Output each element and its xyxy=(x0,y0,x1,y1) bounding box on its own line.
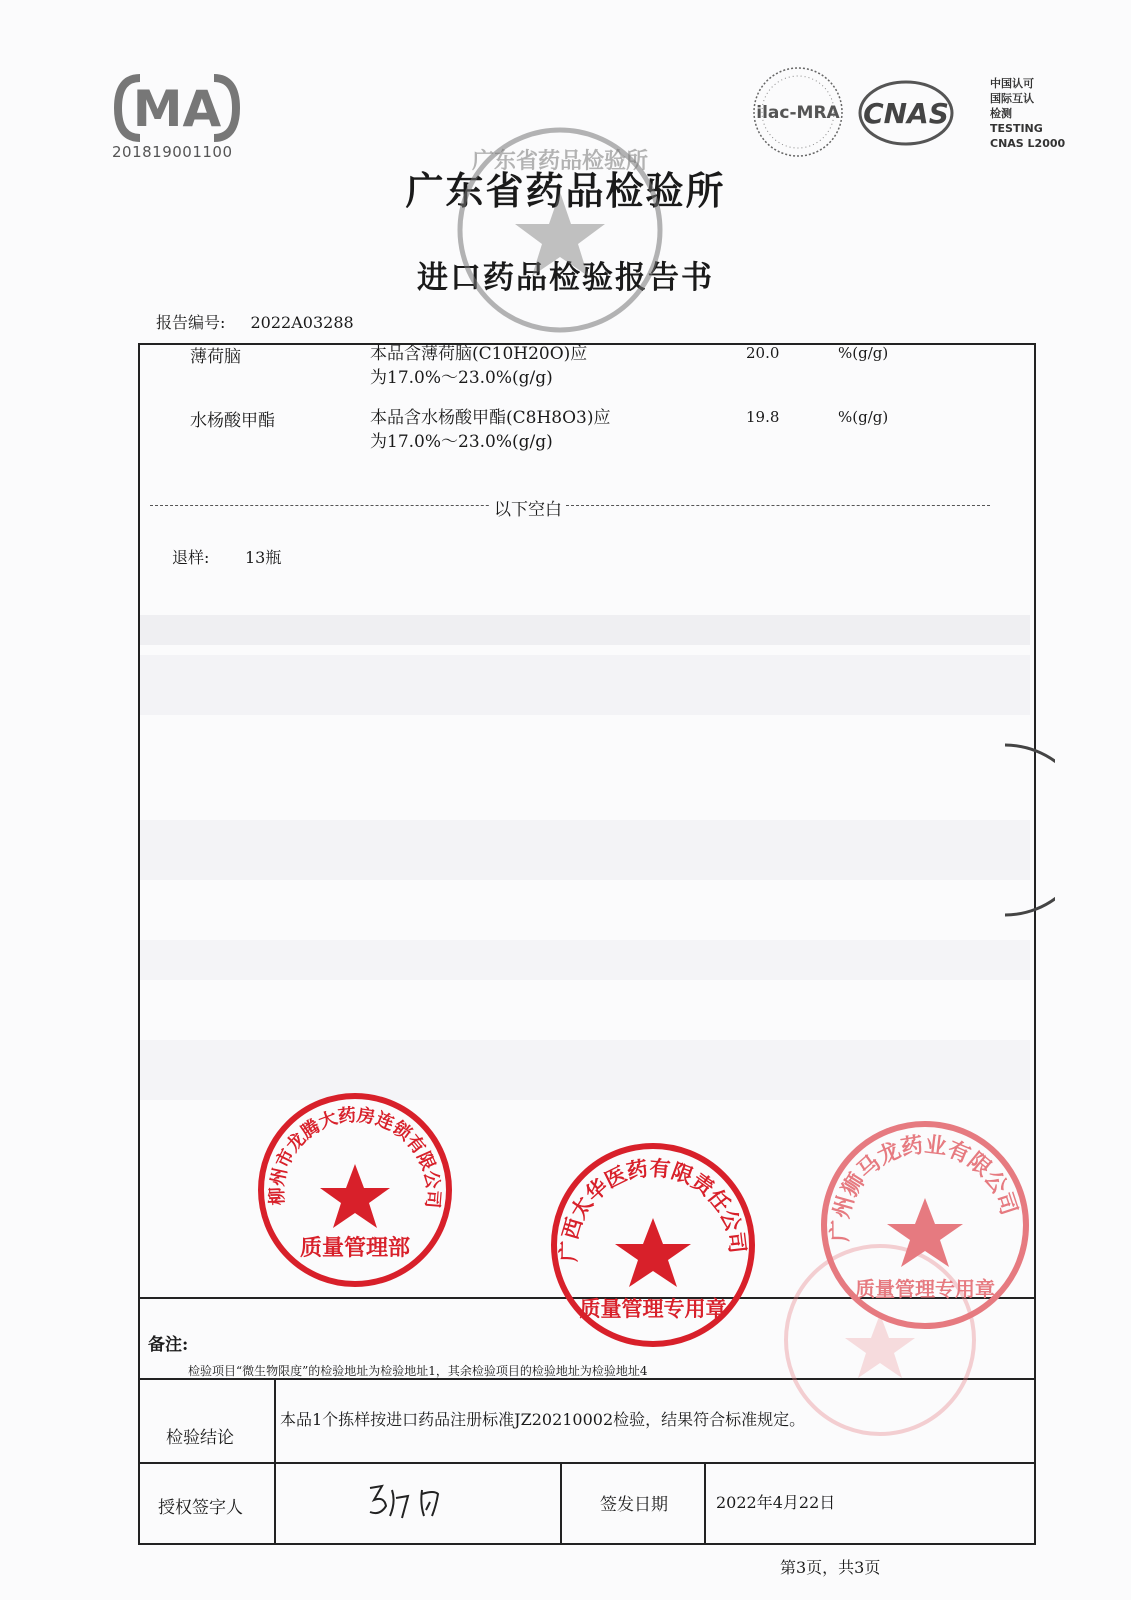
item-standard-line: 为17.0%～23.0%(g/g) xyxy=(370,432,553,452)
right-stamp-center: 质量管理专用章 xyxy=(855,1277,995,1301)
item-standard-line: 为17.0%～23.0%(g/g) xyxy=(370,368,553,388)
cnas-line: 中国认可 xyxy=(990,77,1034,90)
item-unit: %(g/g) xyxy=(838,344,889,362)
cnas-caption xyxy=(990,76,1065,151)
institute-stamp-text: 广东省药品检验所 xyxy=(471,148,649,174)
date-divider xyxy=(704,1462,706,1545)
middle-company-stamp xyxy=(548,1140,758,1350)
report-number-value: 2022A03288 xyxy=(250,313,354,332)
notes-text: 检验项目“微生物限度”的检验地址为检验地址1，其余检验项目的检验地址为检验地址4 xyxy=(188,1364,648,1378)
signature xyxy=(362,1476,482,1526)
report-title: 进口药品检验报告书 xyxy=(417,260,714,296)
cnas-line: CNAS L2000 xyxy=(990,137,1066,150)
edge-stamp-fragment xyxy=(995,740,1055,920)
item-standard-line: 本品含薄荷脑(C10H20O)应 xyxy=(370,344,588,364)
cnas-line: TESTING xyxy=(990,122,1043,135)
item-standard xyxy=(370,406,630,454)
returned-label: 退样: xyxy=(172,548,210,567)
cnas-line: 国际互认 xyxy=(990,92,1034,105)
signature-top-border xyxy=(138,1462,1036,1464)
blank-note: 以下空白 xyxy=(490,495,566,520)
cma-number: 201819001100 xyxy=(112,143,233,161)
left-company-stamp xyxy=(255,1090,455,1290)
ilac-mra-logo xyxy=(748,62,848,162)
item-standard-line: 本品含水杨酸甲酯(C8H8O3)应 xyxy=(370,408,611,428)
cnas-logo-text: CNAS xyxy=(863,97,949,130)
item-name: 薄荷脑 xyxy=(190,347,241,367)
institute-stamp xyxy=(450,120,670,340)
signature-divider xyxy=(560,1462,562,1545)
blank-divider xyxy=(150,505,990,506)
middle-stamp-center: 质量管理专用章 xyxy=(579,1296,727,1321)
cnas-line: 检测 xyxy=(990,107,1012,120)
returned-value: 13瓶 xyxy=(245,548,282,567)
left-stamp-ring: 柳州市龙腾大药房连锁有限公司 xyxy=(266,1104,444,1210)
conclusion-label: 检验结论 xyxy=(166,1428,234,1448)
middle-stamp-ring: 广西太华医药有限责任公司 xyxy=(555,1155,751,1262)
report-number xyxy=(156,310,374,333)
item-unit: %(g/g) xyxy=(838,408,889,426)
organization-name: 广东省药品检验所 xyxy=(405,168,726,213)
signatory-label: 授权签字人 xyxy=(158,1498,243,1518)
issue-date-value: 2022年4月22日 xyxy=(716,1493,836,1512)
issue-date-label: 签发日期 xyxy=(600,1495,668,1515)
conclusion-text: 本品1个拣样按进口药品注册标准JZ20210002检验，结果符合标准规定。 xyxy=(280,1410,806,1429)
cma-logo-text: MA xyxy=(132,80,222,138)
label-column-border xyxy=(274,1378,276,1545)
left-stamp-center: 质量管理部 xyxy=(299,1235,411,1261)
item-name: 水杨酸甲酯 xyxy=(190,411,275,431)
report-number-label: 报告编号: xyxy=(156,313,226,332)
item-value: 20.0 xyxy=(746,344,780,362)
item-value: 19.8 xyxy=(746,408,780,426)
item-standard xyxy=(370,342,630,390)
right-stamp-ring: 广州狮马龙药业有限公司 xyxy=(827,1131,1023,1242)
notes-label: 备注: xyxy=(148,1335,189,1355)
page-number: 第3页，共3页 xyxy=(780,1558,881,1577)
ilac-logo-text: ilac-MRA xyxy=(756,103,840,123)
faint-stamp-shadow xyxy=(780,1240,980,1440)
cnas-logo xyxy=(856,78,956,148)
